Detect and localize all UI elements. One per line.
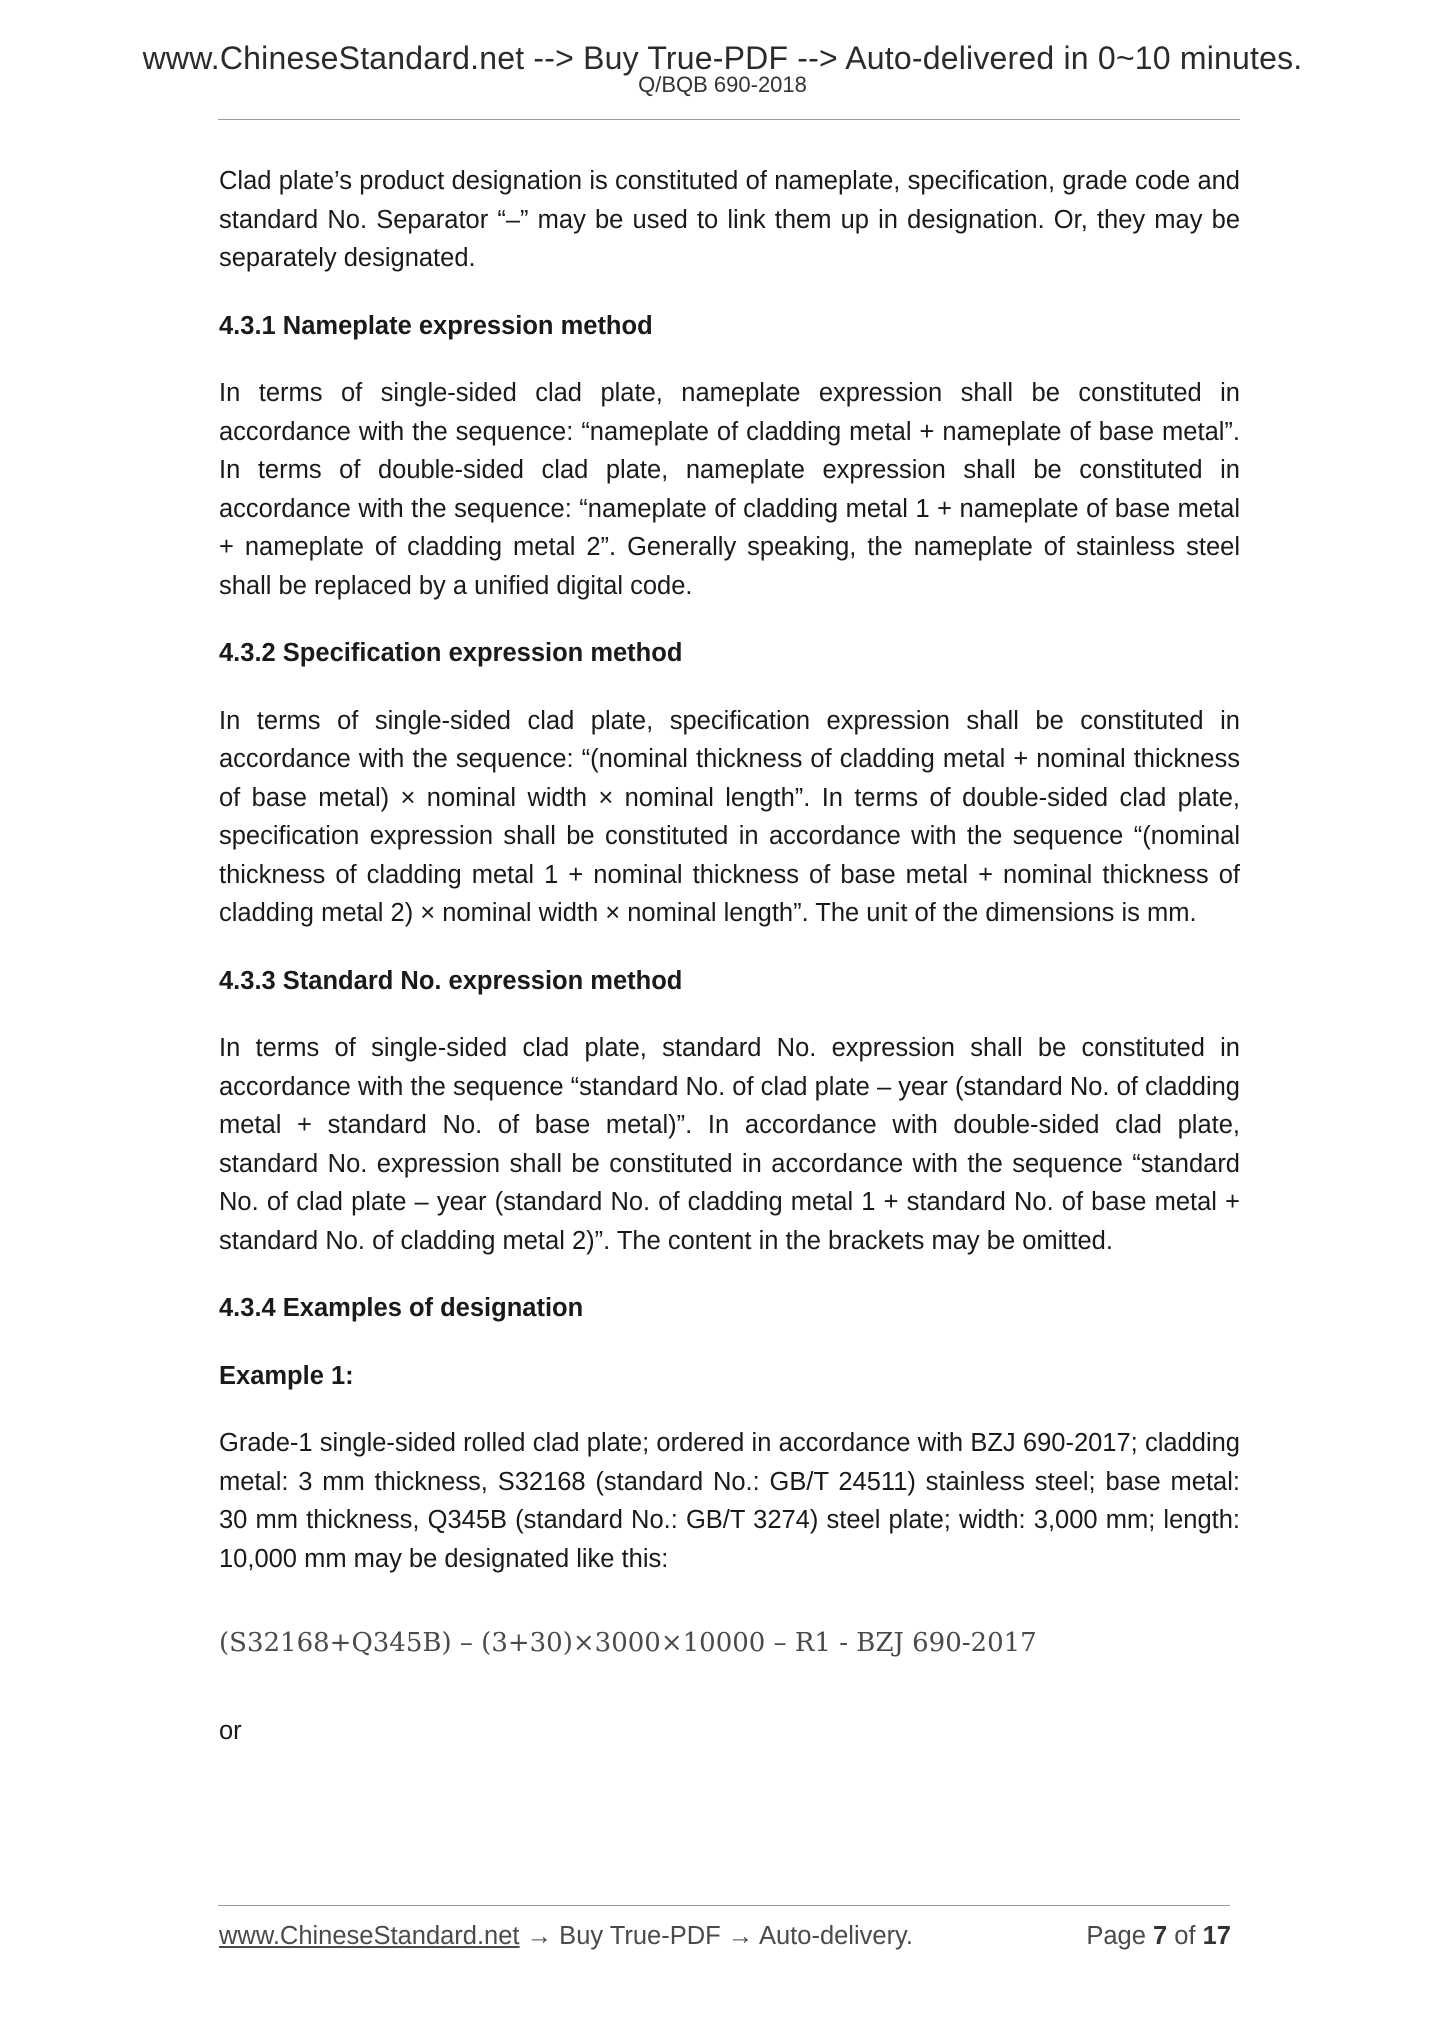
section-4-3-2-heading: 4.3.2 Specification expression method (219, 639, 683, 667)
section-4-3-3-paragraph: In terms of single-sided clad plate, standard No. expression shall be constituted in accordance with the sequence “standard No. of clad plate – year (standard No. of cladding metal + standard No. of base metal)”. In accordance with double-sided clad plate, standard No. expression shall be constituted in accordance with the sequence “standard No. of clad plate – year (standard No. of cladding metal 1 + standard No. of base metal + standard No. of cladding metal 2)”. The content in the brackets may be omitted. (219, 1034, 1240, 1255)
page-footer (219, 1922, 1231, 1951)
standard-number: Q/BQB 690-2018 (638, 72, 807, 97)
footer-divider (218, 1905, 1230, 1906)
page-label: Page (1086, 1922, 1153, 1950)
example-1-heading: Example 1: (219, 1361, 354, 1390)
header-divider (218, 119, 1240, 120)
page-current: 7 (1153, 1922, 1168, 1950)
designation-formula: (S32168+Q345B) – (3+30)×3000×10000 – R1 - BZJ 690-2017 (219, 1628, 1037, 1658)
example-1-paragraph: Grade-1 single-sided rolled clad plate; ordered in accordance with BZJ 690-2017; cladding metal: 3 mm thickness, S32168 (standard No.: GB/T 24511) stainless steel; base metal: 30 mm thickness, Q345B (standard No.: GB/T 3274) steel plate; width: 3,000 mm; length: 10,000 mm may be designated like this: (219, 1429, 1240, 1573)
site-banner: www.ChineseStandard.net --> Buy True-PDF --> Auto-delivered in 0~10 minutes. (142, 40, 1303, 76)
document-body (219, 162, 1240, 1751)
footer-tagline: → Buy True-PDF → Auto-delivery. (519, 1922, 913, 1950)
or-text: or (219, 1717, 242, 1745)
section-4-3-4-heading: 4.3.4 Examples of designation (219, 1294, 584, 1322)
section-4-3-1-heading: 4.3.1 Nameplate expression method (219, 311, 653, 340)
page-indicator (1086, 1922, 1231, 1951)
page-of: of (1167, 1922, 1203, 1950)
section-4-3-3-heading: 4.3.3 Standard No. expression method (219, 966, 683, 995)
page-total: 17 (1202, 1922, 1231, 1950)
intro-paragraph: Clad plate’s product designation is constituted of nameplate, specification, grade code and standard No. Separator “–” may be used to link them up in designation. Or, they may be separately designated. (219, 167, 1240, 272)
footer-site-link[interactable]: www.ChineseStandard.net (219, 1922, 520, 1950)
section-4-3-1-paragraph: In terms of single-sided clad plate, nameplate expression shall be constituted in accordance with the sequence: “nameplate of cladding metal + nameplate of base metal”. In terms of double-sided clad plate, nameplate expression shall be constituted in accordance with the sequence: “nameplate of cladding metal 1 + nameplate of base metal + nameplate of cladding metal 2”. Generally speaking, the nameplate of stainless steel shall be replaced by a unified digital code. (219, 379, 1240, 600)
section-4-3-2-paragraph: In terms of single-sided clad plate, specification expression shall be constituted in accordance with the sequence: “(nominal thickness of cladding metal + nominal thickness of base metal) × nominal width × nominal length”. In terms of double-sided clad plate, specification expression shall be constituted in accordance with the sequence “(nominal thickness of cladding metal 1 + nominal thickness of base metal + nominal thickness of cladding metal 2) × nominal width × nominal length”. The unit of the dimensions is mm. (219, 706, 1240, 927)
